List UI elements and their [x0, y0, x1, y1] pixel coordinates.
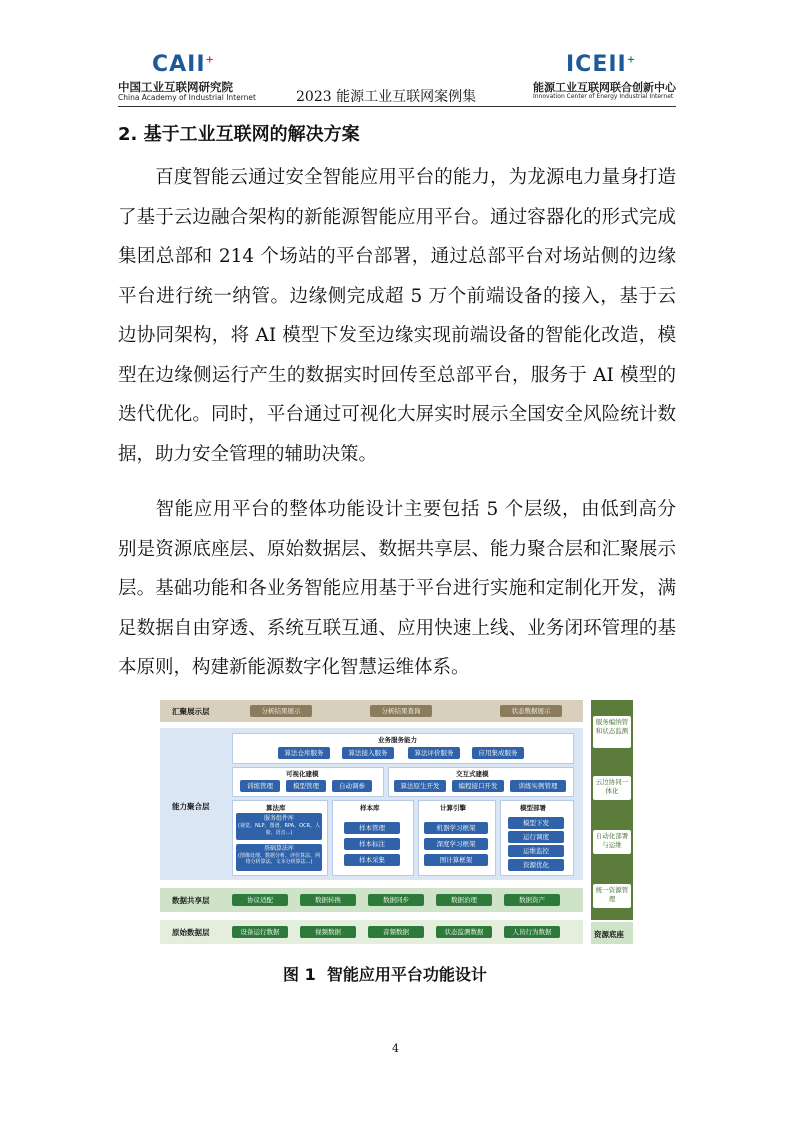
visual-modeling-item: 自动调参 — [332, 780, 372, 792]
raw-item: 设备运行数据 — [232, 926, 288, 938]
model-deploy-item: 运行调度 — [508, 831, 564, 843]
section-title: 2. 基于工业互联网的解决方案 — [118, 124, 360, 145]
sample-lib-item: 样本采集 — [344, 854, 400, 866]
interactive-modeling-title: 交互式建模 — [456, 770, 489, 778]
raw-item: 视频数据 — [300, 926, 356, 938]
ability-layer-label: 能力聚合层 — [172, 802, 210, 811]
interactive-modeling-item: 编程接口开发 — [452, 780, 504, 792]
compute-engine-item: 图计算框架 — [424, 854, 488, 866]
iceii-name-en: Innovation Center of Energy Industrial Internet — [533, 93, 674, 100]
component-lib-desc: (视觉、NLP、图谱、RPA、OCR、人脸、语音...) — [238, 823, 320, 836]
side-item: 自动化部署与运维 — [593, 830, 631, 854]
share-item: 数据转换 — [300, 894, 356, 906]
base-algo-lib-desc: (图像处理、数据分析、评价算法、网络分析算法、文本分析算法...) — [238, 853, 320, 865]
visual-modeling-item: 训练管理 — [240, 780, 280, 792]
share-item: 协议适配 — [232, 894, 288, 906]
biz-service-item: 应用集成服务 — [472, 747, 524, 759]
biz-service-title: 业务服务能力 — [378, 736, 417, 744]
compute-engine-item: 机器学习框架 — [424, 822, 488, 834]
header — [0, 0, 793, 108]
biz-service-item: 算法评价服务 — [408, 747, 460, 759]
model-deploy-item: 运维监控 — [508, 845, 564, 857]
component-lib-title: 服务组件库 — [263, 815, 294, 822]
biz-service-item: 算法仓库服务 — [278, 747, 330, 759]
component-lib — [236, 813, 322, 840]
model-deploy-item: 资源优化 — [508, 859, 564, 871]
raw-item: 人员行为数据 — [504, 926, 560, 938]
display-item: 分析结果查询 — [370, 705, 432, 717]
iceii-name-cn: 能源工业互联网联合创新中心 — [533, 81, 676, 94]
share-item: 数据资产 — [504, 894, 560, 906]
side-item: 云边协同一体化 — [593, 776, 631, 800]
caii-name-cn: 中国工业互联网研究院 — [118, 80, 233, 94]
raw-item: 状态监测数据 — [436, 926, 492, 938]
paragraph-2 — [118, 490, 676, 688]
base-algo-lib-title: 基础算法库 — [263, 845, 294, 852]
caii-logo: CAII+ — [152, 52, 215, 77]
interactive-modeling-item: 算法原生开发 — [394, 780, 446, 792]
model-deploy-item: 模型下发 — [508, 817, 564, 829]
page-number: 4 — [392, 1042, 399, 1055]
raw-layer-label: 原始数据层 — [172, 928, 210, 937]
sample-lib-item: 样本标注 — [344, 838, 400, 850]
header-title: 2023 能源工业互联网案例集 — [296, 89, 477, 105]
sample-lib-item: 样本管理 — [344, 822, 400, 834]
resource-base-label: 资源底座 — [594, 930, 624, 939]
side-item: 统一资源管理 — [593, 884, 631, 908]
paragraph-1 — [118, 158, 676, 474]
paragraph-2-text: 智能应用平台的整体功能设计主要包括 5 个层级，由低到高分别是资源底座层、原始数据层、数据共享层、能力聚合层和汇聚展示层。基础功能和各业务智能应用基于平台进行实施和定制化开发，满足数据自由穿透、系统互联互通、应用快速上线、业务闭环管理的基本原则，构建新能源数字化智慧运维体系。 — [118, 499, 676, 678]
algo-lib-title: 算法库 — [266, 804, 286, 812]
display-item: 状态数据展示 — [500, 705, 562, 717]
paragraph-1-text: 百度智能云通过安全智能应用平台的能力，为龙源电力量身打造了基于云边融合架构的新能源智能应用平台。通过容器化的形式完成集团总部和 214 个场站的平台部署，通过总部平台对场站侧的边缘平台进行统一纳管。边缘侧完成超 5 万个前端设备的接入，基于云边协同架构，将 AI 模型下发至边缘实现前端设备的智能化改造，模型在边缘侧运行产生的数据实时回传至总部平台，服务于 AI 模型的迭代优化。同时，平台通过可视化大屏实时展示全国安全风险统计数据，助力安全管理的辅助决策。 — [118, 167, 676, 465]
figure-caption: 图 1 智能应用平台功能设计 — [283, 965, 487, 984]
display-item: 分析结果展示 — [250, 705, 312, 717]
interactive-modeling-item: 训练实例管理 — [510, 780, 566, 792]
caii-name-en: China Academy of Industrial Internet — [118, 93, 256, 102]
visual-modeling-title: 可视化建模 — [286, 770, 319, 778]
raw-item: 音频数据 — [368, 926, 424, 938]
side-item: 服务编纳管和状态监测 — [593, 716, 631, 748]
visual-modeling-item: 模型管理 — [286, 780, 326, 792]
display-layer-label: 汇聚展示层 — [172, 707, 210, 716]
compute-engine-item: 深度学习框架 — [424, 838, 488, 850]
base-algo-lib — [236, 844, 322, 871]
share-item: 数据治理 — [436, 894, 492, 906]
share-layer-label: 数据共享层 — [172, 896, 210, 905]
iceii-logo: ICEII+ — [566, 52, 637, 77]
sample-lib-title: 样本库 — [360, 804, 380, 812]
model-deploy-title: 模型部署 — [520, 804, 546, 812]
biz-service-item: 算法接入服务 — [342, 747, 394, 759]
compute-engine-title: 计算引擎 — [440, 804, 466, 812]
header-divider — [118, 106, 676, 107]
share-item: 数据同步 — [368, 894, 424, 906]
